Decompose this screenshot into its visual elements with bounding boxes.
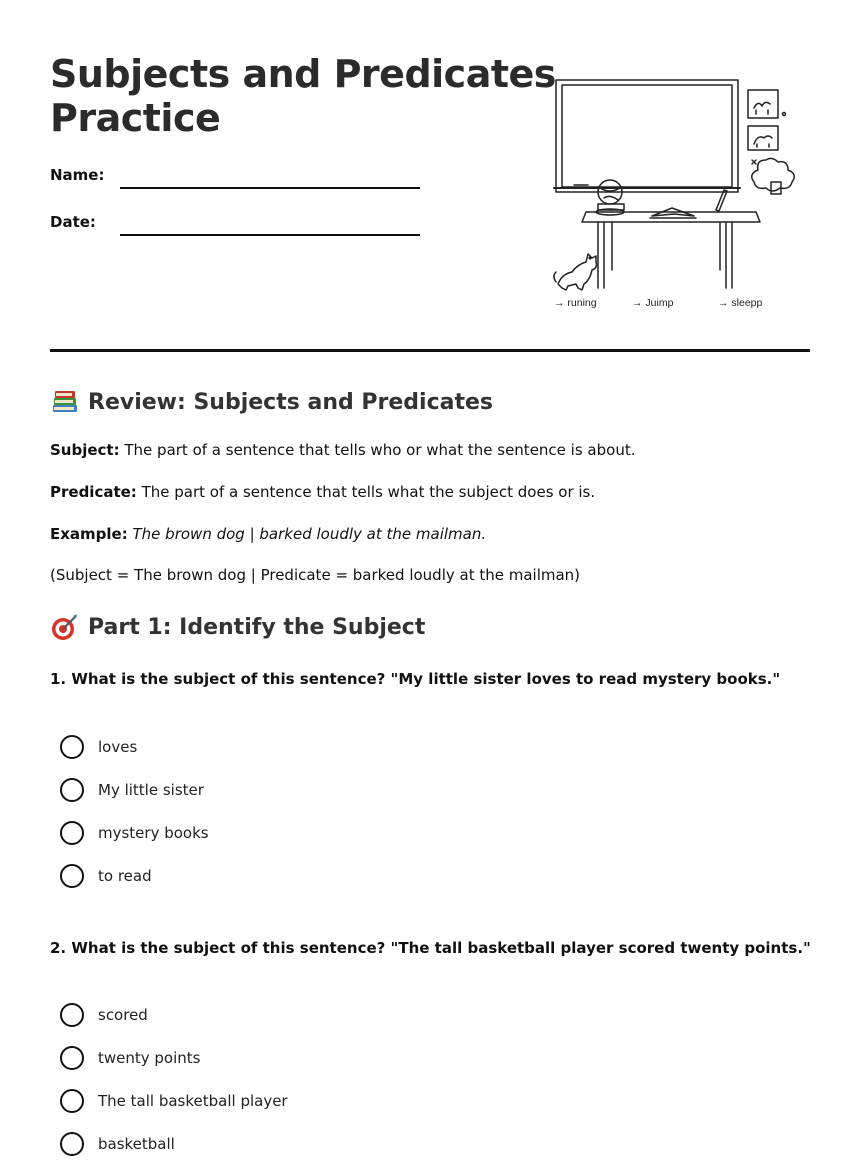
predicate-definition bbox=[50, 483, 595, 501]
example-subject: The brown dog bbox=[132, 525, 245, 543]
desk bbox=[582, 212, 760, 222]
option-label: to read bbox=[98, 867, 152, 885]
radio-button[interactable] bbox=[60, 778, 84, 802]
radio-button[interactable] bbox=[60, 1089, 84, 1113]
q2-option-1[interactable] bbox=[60, 1003, 148, 1027]
review-heading-text: Review: Subjects and Predicates bbox=[88, 389, 493, 415]
review-heading bbox=[50, 388, 493, 416]
subject-text: The part of a sentence that tells who or what the sentence is about. bbox=[119, 441, 636, 459]
q2-option-3[interactable] bbox=[60, 1089, 288, 1113]
option-label: My little sister bbox=[98, 781, 204, 799]
radio-button[interactable] bbox=[60, 864, 84, 888]
predicate-text: The part of a sentence that tells what the subject does or is. bbox=[136, 483, 596, 501]
example-predicate: barked loudly at the mailman. bbox=[259, 525, 487, 543]
example-explanation: (Subject = The brown dog | Predicate = barked loudly at the mailman) bbox=[50, 566, 581, 584]
caption-sleep: → sleepp bbox=[718, 297, 763, 309]
radio-button[interactable] bbox=[60, 821, 84, 845]
page-title bbox=[50, 52, 556, 140]
subject-label: Subject: bbox=[50, 441, 120, 459]
part1-heading-text: Part 1: Identify the Subject bbox=[88, 614, 426, 640]
example-separator: | bbox=[244, 525, 260, 543]
books-icon bbox=[50, 388, 80, 416]
q1-option-1[interactable] bbox=[60, 735, 137, 759]
predicate-label: Predicate: bbox=[50, 483, 137, 501]
subject-definition bbox=[50, 441, 635, 459]
option-label: loves bbox=[98, 738, 138, 756]
pencil-icon bbox=[716, 190, 727, 211]
classroom-illustration bbox=[548, 70, 810, 320]
q1-option-2[interactable] bbox=[60, 778, 204, 802]
date-label: Date: bbox=[50, 213, 96, 231]
header-divider bbox=[50, 349, 810, 352]
option-label: mystery books bbox=[98, 824, 209, 842]
title-line-2: Practice bbox=[50, 96, 221, 140]
date-field[interactable] bbox=[120, 234, 420, 236]
radio-button[interactable] bbox=[60, 1046, 84, 1070]
radio-button[interactable] bbox=[60, 735, 84, 759]
question-1: 1. What is the subject of this sentence? "My little sister loves to read mystery books." bbox=[50, 670, 781, 688]
target-icon bbox=[50, 613, 80, 641]
q1-option-3[interactable] bbox=[60, 821, 209, 845]
dog-icon bbox=[558, 254, 597, 290]
option-label: scored bbox=[98, 1006, 148, 1024]
caption-running: → runing bbox=[554, 297, 597, 309]
title-line-1: Subjects and Predicates bbox=[50, 52, 556, 96]
example-label: Example: bbox=[50, 525, 128, 543]
option-label: basketball bbox=[98, 1135, 175, 1153]
question-2: 2. What is the subject of this sentence? "The tall basketball player scored twenty points." bbox=[50, 939, 811, 957]
caption-jump: → Juimp bbox=[632, 297, 674, 309]
radio-button[interactable] bbox=[60, 1132, 84, 1156]
example-sentence bbox=[50, 525, 486, 543]
radio-button[interactable] bbox=[60, 1003, 84, 1027]
option-label: The tall basketball player bbox=[98, 1092, 288, 1110]
q1-option-4[interactable] bbox=[60, 864, 152, 888]
plant-icon bbox=[752, 158, 795, 191]
chalkboard bbox=[556, 80, 738, 192]
option-label: twenty points bbox=[98, 1049, 201, 1067]
part1-heading bbox=[50, 613, 425, 641]
name-label: Name: bbox=[50, 166, 105, 184]
q2-option-2[interactable] bbox=[60, 1046, 200, 1070]
name-field[interactable] bbox=[120, 187, 420, 189]
q2-option-4[interactable] bbox=[60, 1132, 175, 1156]
